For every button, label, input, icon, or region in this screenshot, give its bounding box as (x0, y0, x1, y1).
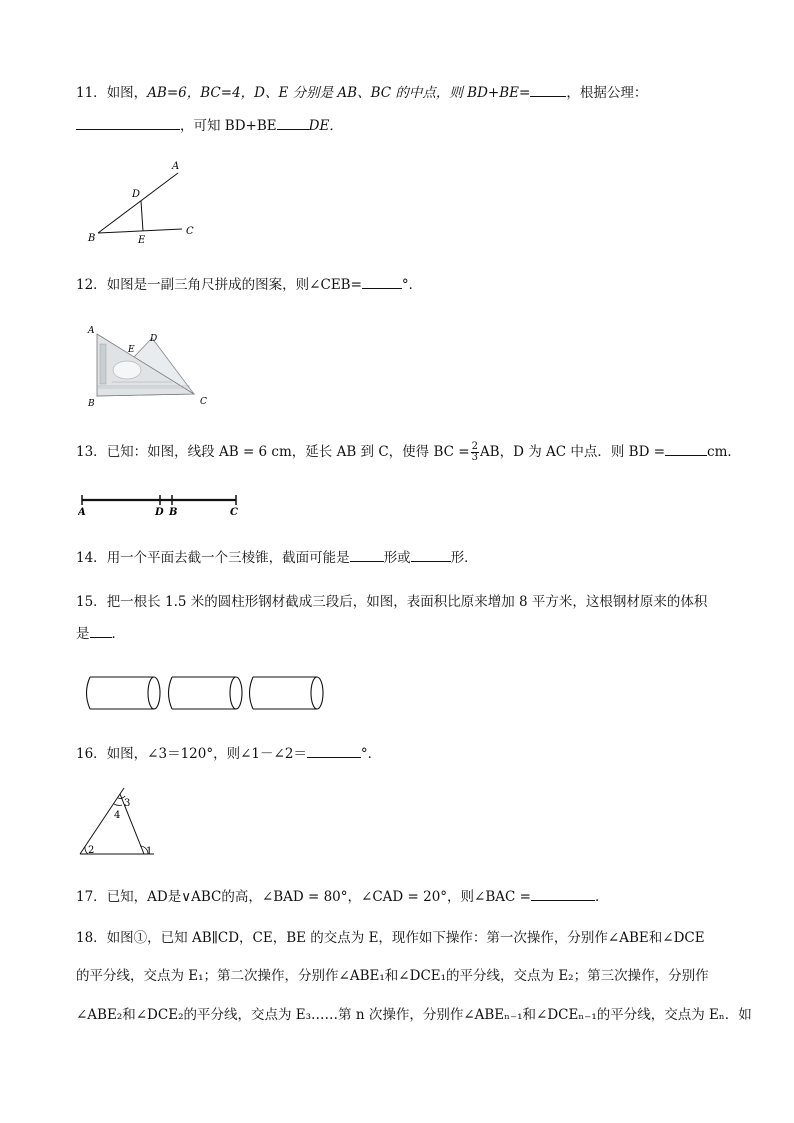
q11-label-e: E (138, 235, 146, 246)
q12-figure (82, 322, 212, 410)
q16-tail: °． (360, 746, 382, 762)
q11-label-a: A (172, 161, 180, 172)
q16-label-3: 3 (124, 798, 131, 809)
q15-blank[interactable] (90, 623, 112, 638)
q11-figure (80, 155, 210, 250)
q11-text-c: ，根据公理： (566, 85, 648, 101)
q12-number: 12． (76, 277, 107, 293)
q17-blank[interactable] (531, 886, 595, 901)
q13-label-d: D (155, 507, 164, 518)
q17-number: 17． (76, 889, 107, 905)
q13-frac-den: 3 (471, 452, 478, 463)
q14-number: 14． (76, 550, 107, 566)
question-11-line-2 (76, 115, 754, 136)
q12-label-b: B (88, 399, 95, 409)
question-18-line-2 (76, 966, 754, 986)
q17-text: 已知，AD是∨ABC的高，∠BAD = 80°，∠CAD = 20°，则∠BAC = (106, 889, 531, 905)
q11-text-a: 如图， (106, 85, 148, 101)
q12-label-d: D (150, 334, 158, 344)
q18-text-3: ∠ABE₂和∠DCE₂的平分线，交点为 E₃……第 n 次操作，分别作∠ABEₙ₋₁和∠DCEₙ₋₁的平分线，交点为 Eₙ．如 (76, 1007, 752, 1023)
q12-text: 如图是一副三角尺拼成的图案，则∠CEB= (106, 277, 362, 293)
q15-text-1: 把一根长 1.5 米的圆柱形钢材截成三段后，如图，表面积比原来增加 8 平方米，这根钢材原来的体积 (106, 594, 708, 610)
q12-label-a: A (88, 326, 95, 336)
q14-blank-1[interactable] (350, 547, 384, 562)
q15-text-2a: 是 (76, 626, 90, 642)
q14-blank-2[interactable] (411, 547, 451, 562)
cylinder-1 (87, 677, 161, 709)
q12-blank[interactable] (362, 274, 402, 289)
q12-label-e: E (128, 345, 135, 355)
cylinder-3 (250, 677, 324, 709)
q11-blank-2[interactable] (76, 115, 180, 130)
q18-number: 18． (76, 930, 107, 946)
q16-figure (78, 780, 164, 860)
q16-number: 16． (76, 746, 107, 762)
q12-tail: °． (401, 277, 423, 293)
cylinder-2 (169, 677, 243, 709)
q13-frac-num: 2 (471, 441, 478, 452)
question-14 (76, 547, 754, 568)
q11-number: 11． (76, 85, 107, 101)
question-13 (76, 441, 754, 463)
q16-blank[interactable] (307, 743, 361, 758)
q13-label-c: C (230, 507, 238, 518)
question-18-line-3 (76, 1005, 754, 1025)
q13-text-a: 已知：如图，线段 AB = 6 cm，延长 AB 到 C，使得 BC = (106, 444, 470, 460)
q11-label-b: B (88, 233, 96, 244)
q13-label-a: A (78, 507, 86, 518)
q11-text-b: AB=6，BC=4，D、E 分别是 AB、BC 的中点，则 BD+BE= (147, 85, 531, 101)
q14-text-c: 形． (450, 550, 478, 566)
q13-tail: cm． (707, 444, 741, 460)
q12-label-c: C (200, 397, 207, 407)
q11-text-e: DE． (308, 118, 343, 134)
q13-figure (78, 492, 248, 518)
question-16 (76, 743, 754, 764)
q11-blank-3[interactable] (277, 115, 309, 130)
q13-label-b: B (169, 507, 178, 518)
q16-label-1: 1 (146, 846, 153, 857)
question-11-line-1 (76, 82, 754, 103)
question-12 (76, 274, 754, 295)
q11-label-d: D (132, 189, 141, 200)
q11-blank-1[interactable] (530, 82, 566, 97)
q14-text-a: 用一个平面去截一个三棱锥，截面可能是 (106, 550, 350, 566)
q15-number: 15． (76, 594, 107, 610)
q14-text-b: 形或 (383, 550, 411, 566)
q15-text-2b: ． (111, 626, 125, 642)
q11-label-c: C (186, 226, 194, 237)
q15-figure (82, 674, 332, 712)
q16-label-2: 2 (88, 845, 95, 856)
q18-text-1: 如图①，已知 AB∥CD，CE，BE 的交点为 E，现作如下操作：第一次操作，分别作∠ABE和∠DCE (106, 930, 705, 946)
q16-text: 如图，∠3＝120°，则∠1－∠2＝ (106, 746, 307, 762)
q18-text-2: 的平分线，交点为 E₁；第二次操作，分别作∠ABE₁和∠DCE₁的平分线，交点为 E₂；第三次操作，分别作 (76, 968, 709, 984)
question-18-line-1 (76, 928, 754, 948)
q13-blank[interactable] (665, 441, 707, 456)
question-15-line-2 (76, 623, 754, 644)
q16-label-4: 4 (114, 810, 121, 821)
q13-text-b: AB，D 为 AC 中点．则 BD = (479, 444, 666, 460)
q11-text-d: ，可知 BD+BE (180, 118, 277, 134)
question-17 (76, 886, 754, 907)
q13-number: 13． (76, 444, 107, 460)
q13-fraction (471, 442, 479, 463)
q17-tail: ． (594, 889, 609, 905)
question-15-line-1 (76, 592, 754, 612)
